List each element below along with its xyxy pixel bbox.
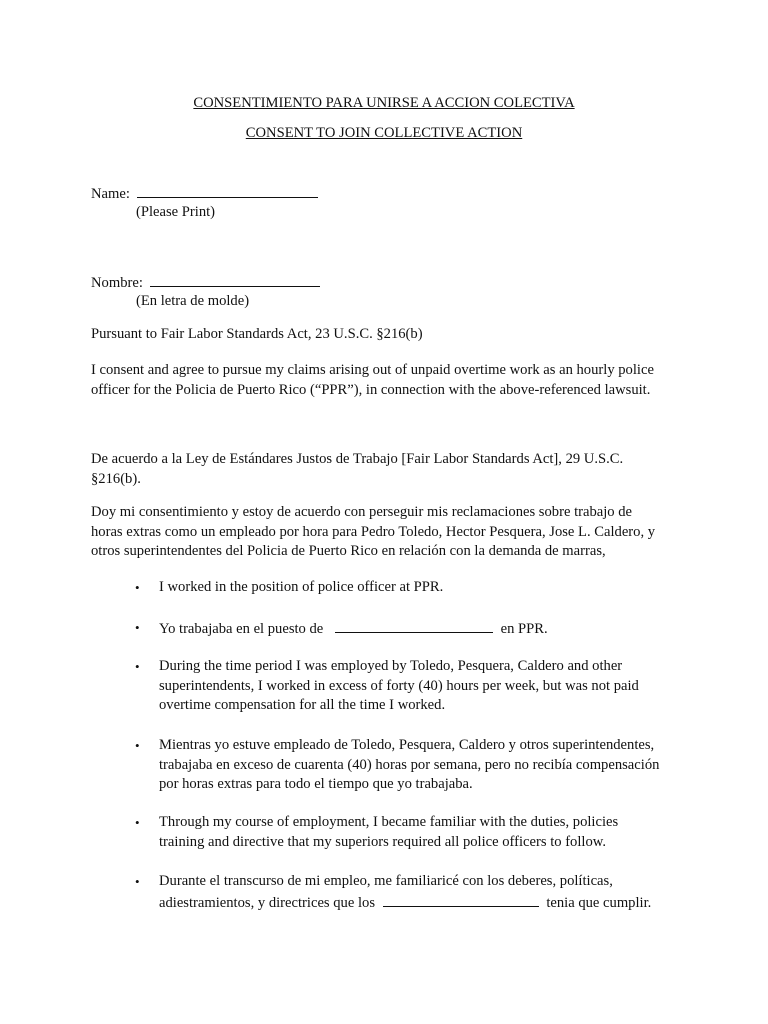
name-hint: (Please Print) (136, 204, 216, 220)
consent-spanish-line-2: horas extras como un empleado por hora para Pedro Toledo, Hector Pesquera, Jose L. Caldero, y (91, 523, 656, 540)
name-field-row (91, 183, 318, 205)
pursuant-english: Pursuant to Fair Labor Standards Act, 23 U.S.C. §216(b) (91, 326, 423, 342)
name-blank-line[interactable] (137, 183, 318, 198)
bullet-3-text (159, 657, 699, 716)
consent-spanish-line-3: otros superintendentes del Policia de Puerto Rico en relación con la demanda de marras, (91, 543, 606, 559)
consent-spanish-paragraph (91, 503, 691, 562)
title-spanish: CONSENTIMIENTO PARA UNIRSE A ACCION COLECTIVA (193, 95, 575, 111)
name-label: Name: (91, 186, 130, 202)
nombre-label: Nombre: (91, 275, 143, 291)
position-blank-line[interactable] (335, 618, 493, 633)
bullet-5-line-1: Through my course of employment, I became familiar with the duties, policies (159, 814, 619, 830)
nombre-hint: (En letra de molde) (136, 293, 250, 309)
bullet-2-text-after: en PPR. (500, 621, 548, 637)
nombre-field-row (91, 272, 320, 294)
bullet-5-line-2: training and directive that my superiors required all police officers to follow. (159, 833, 606, 850)
bullet-4-text (159, 736, 699, 795)
bullet-4-line-3: por horas extras para todo el tiempo que yo trabajaba. (159, 776, 473, 792)
pursuant-spanish-paragraph (91, 450, 691, 489)
bullet-3-line-3: overtime compensation for all the time I worked. (159, 697, 446, 713)
bullet-1-text: I worked in the position of police officer at PPR. (159, 579, 444, 595)
pursuant-spanish-line-1: De acuerdo a la Ley de Estándares Justos de Trabajo [Fair Labor Standards Act], 29 U.S.C. (91, 451, 624, 467)
bullet-dot-icon: • (135, 815, 140, 830)
consent-english-paragraph (91, 361, 691, 400)
bullet-4-line-2: trabajaba en exceso de cuarenta (40) horas por semana, pero no recibía compensación (159, 756, 660, 773)
bullet-3-line-1: During the time period I was employed by Toledo, Pesquera, Caldero and other (159, 658, 623, 674)
bullet-6-line-2 (159, 892, 699, 914)
consent-english-line-1: I consent and agree to pursue my claims arising out of unpaid overtime work as an hourly police (91, 362, 654, 378)
bullet-4-line-1: Mientras yo estuve empleado de Toledo, Pesquera, Caldero y otros superintendentes, (159, 737, 655, 753)
bullet-dot-icon: • (135, 874, 140, 889)
consent-english-line-2: officer for the Policia de Puerto Rico (“PPR”), in connection with the above-referenced lawsuit. (91, 381, 651, 398)
bullet-2-text-before: Yo trabajaba en el puesto de (159, 621, 324, 637)
bullet-6-line-2-after: tenia que cumplir. (546, 894, 652, 911)
consent-spanish-line-1: Doy mi consentimiento y estoy de acuerdo con perseguir mis reclamaciones sobre trabajo de (91, 504, 633, 520)
nombre-blank-line[interactable] (150, 272, 320, 287)
bullet-dot-icon: • (135, 738, 140, 753)
bullet-6-line-1: Durante el transcurso de mi empleo, me familiaricé con los deberes, políticas, (159, 873, 613, 889)
pursuant-spanish-line-2: §216(b). (91, 470, 141, 487)
superiors-blank-line[interactable] (383, 892, 539, 907)
bullet-2-text (159, 618, 699, 640)
bullet-dot-icon: • (135, 659, 140, 674)
bullet-5-text (159, 813, 699, 852)
bullet-3-line-2: superintendents, I worked in excess of forty (40) hours per week, but was not paid (159, 677, 639, 694)
bullet-dot-icon: • (135, 580, 140, 595)
bullet-6-line-2-before: adiestramientos, y directrices que los (159, 894, 375, 911)
bullet-6-text (159, 872, 699, 913)
title-english: CONSENT TO JOIN COLLECTIVE ACTION (245, 125, 523, 141)
bullet-dot-icon: • (135, 620, 140, 635)
